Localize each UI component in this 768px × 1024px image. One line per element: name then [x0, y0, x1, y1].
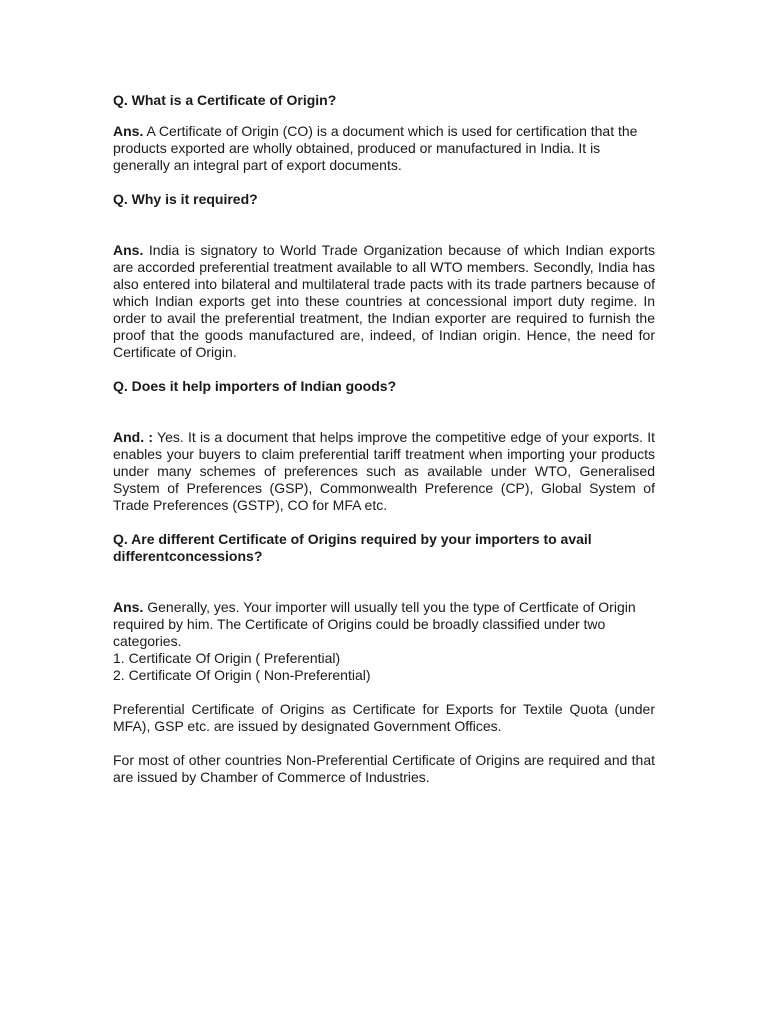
question-4: Q. Are different Certificate of Origins required by your importers to avail differentconcessions?: [113, 531, 592, 564]
answer-3-text: Yes. It is a document that helps improve the competitive edge of your exports. It enables your buyers to claim preferential tariff treatment when importing your products under many schemes of preferences such as available under WTO, Generalised System of Preferences (GSP), Commonwealth Preference (CP), Global System of Trade Preferences (GSTP), CO for MFA etc.: [113, 429, 656, 513]
answer-4: [113, 599, 655, 650]
answer-3: [113, 429, 655, 514]
answer-1-label: Ans.: [113, 123, 144, 139]
question-2: Q. Why is it required?: [113, 191, 258, 207]
answer-3-label: And. :: [113, 429, 154, 445]
answer-2-text: India is signatory to World Trade Organization because of which Indian exports are accorded preferential treatment available to all WTO members. Secondly, India has also entered into bilateral and multilateral trade pacts with its trade partners because of which Indian exports get into these countries at concessional import duty regime. In order to avail the preferential treatment, the Indian exporter are required to furnish the proof that the goods manufactured are, indeed, of Indian origin. Hence, the need for Certificate of Origin.: [113, 242, 655, 360]
paragraph-non-preferential: For most of other countries Non-Preferential Certificate of Origins are required and that are issued by Chamber of Commerce of Industries.: [113, 752, 655, 785]
paragraph-preferential: Preferential Certificate of Origins as Certificate for Exports for Textile Quota (under MFA), GSP etc. are issued by designated Government Offices.: [113, 701, 655, 734]
answer-4-label: Ans.: [113, 599, 144, 615]
answer-1-text: A Certificate of Origin (CO) is a document which is used for certification that the products exported are wholly obtained, produced or manufactured in India. It is generally an integral part of export documents.: [113, 123, 638, 173]
answer-2-label: Ans.: [113, 242, 144, 258]
answer-2: [113, 242, 655, 361]
list-item: 2. Certificate Of Origin ( Non-Preferential): [113, 667, 371, 683]
document-page: [113, 92, 655, 786]
answer-4-text: Generally, yes. Your importer will usually tell you the type of Certficate of Origin required by him. The Certificate of Origins could be broadly classified under two categories.: [113, 599, 636, 649]
answer-1: [113, 123, 655, 174]
question-3: Q. Does it help importers of Indian goods?: [113, 378, 397, 394]
question-1: Q. What is a Certificate of Origin?: [113, 92, 337, 108]
list-item: 1. Certificate Of Origin ( Preferential): [113, 650, 341, 666]
